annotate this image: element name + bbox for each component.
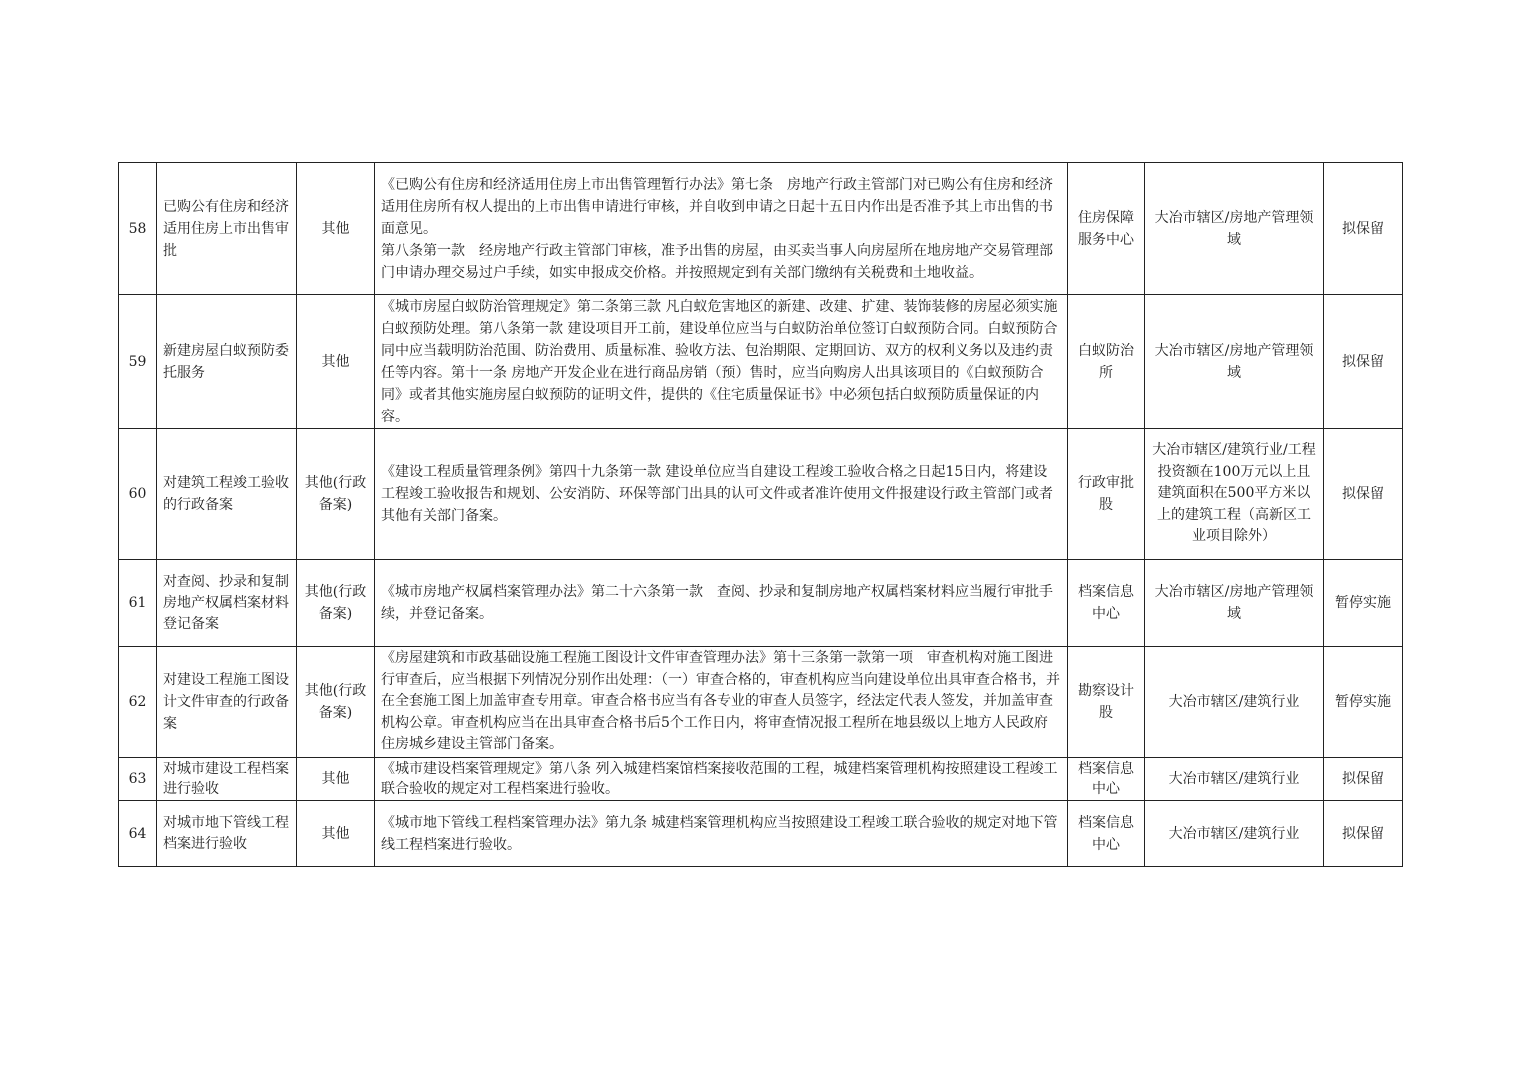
- basis-paragraph: 《城市房屋白蚁防治管理规定》第二条第三款 凡白蚁危害地区的新建、改建、扩建、装饰装修的房屋必须实施白蚁预防处理。第八条第一款 建设项目开工前，建设单位应当与白蚁防治单位签订白蚁预防合同。白蚁预防合同中应当载明防治范围、防治费用、质量标准、验收方法、包治期限、定期回访、双方的权利义务以及违约责任等内容。第十一条 房地产开发企业在进行商品房销（预）售时，应当向购房人出具该项目的《白蚁预防合同》或者其他实施房屋白蚁预防的证明文件，提供的《住宅质量保证书》中必须包括白蚁预防质量保证的内容。: [381, 298, 1058, 425]
- item-type: 其他: [297, 758, 375, 801]
- row-number: 62: [119, 647, 157, 758]
- basis-paragraph: 第八条第一款 经房地产行政主管部门审核，准予出售的房屋，由买卖当事人向房屋所在地房地产交易管理部门申请办理交易过户手续，如实申报成交价格。并按照规定到有关部门缴纳有关税费和土地收益。: [381, 242, 1053, 281]
- legal-basis: [375, 758, 1068, 801]
- department: 行政审批股: [1068, 429, 1145, 560]
- item-type: 其他(行政备案): [297, 647, 375, 758]
- scope: 大冶市辖区/房地产管理领域: [1145, 295, 1324, 429]
- basis-paragraph: 《城市地下管线工程档案管理办法》第九条 城建档案管理机构应当按照建设工程竣工联合验收的规定对地下管线工程档案进行验收。: [381, 814, 1058, 853]
- status: 拟保留: [1324, 429, 1403, 560]
- department: 勘察设计股: [1068, 647, 1145, 758]
- item-name: 新建房屋白蚁预防委托服务: [157, 295, 297, 429]
- scope: 大冶市辖区/建筑行业: [1145, 801, 1324, 867]
- item-type: 其他: [297, 801, 375, 867]
- legal-basis: [375, 429, 1068, 560]
- item-type: 其他: [297, 163, 375, 295]
- status: 拟保留: [1324, 163, 1403, 295]
- department: 档案信息中心: [1068, 758, 1145, 801]
- status: 暂停实施: [1324, 647, 1403, 758]
- basis-paragraph: 《城市建设档案管理规定》第八条 列入城建档案馆档案接收范围的工程，城建档案管理机构按照建设工程竣工联合验收的规定对工程档案进行验收。: [381, 761, 1058, 797]
- table-row: [119, 429, 1403, 560]
- item-name: 对建设工程施工图设计文件审查的行政备案: [157, 647, 297, 758]
- table-row: [119, 163, 1403, 295]
- item-name: 对城市建设工程档案进行验收: [157, 758, 297, 801]
- item-name: 对城市地下管线工程档案进行验收: [157, 801, 297, 867]
- legal-basis: [375, 295, 1068, 429]
- table-row: [119, 560, 1403, 647]
- scope: 大冶市辖区/建筑行业/工程投资额在100万元以上且建筑面积在500平方米以上的建筑工程（高新区工业项目除外）: [1145, 429, 1324, 560]
- legal-basis: [375, 163, 1068, 295]
- basis-paragraph: 《建设工程质量管理条例》第四十九条第一款 建设单位应当自建设工程竣工验收合格之日起15日内，将建设工程竣工验收报告和规划、公安消防、环保等部门出具的认可文件或者准许使用文件报建设行政主管部门或者其他有关部门备案。: [381, 464, 1053, 524]
- table-row: [119, 647, 1403, 758]
- item-name: 对建筑工程竣工验收的行政备案: [157, 429, 297, 560]
- department: 档案信息中心: [1068, 801, 1145, 867]
- department: 档案信息中心: [1068, 560, 1145, 647]
- row-number: 61: [119, 560, 157, 647]
- row-number: 60: [119, 429, 157, 560]
- status: 拟保留: [1324, 801, 1403, 867]
- item-name: 已购公有住房和经济适用住房上市出售审批: [157, 163, 297, 295]
- basis-paragraph: 《城市房地产权属档案管理办法》第二十六条第一款 查阅、抄录和复制房地产权属档案材料应当履行审批手续，并登记备案。: [381, 584, 1053, 622]
- table-row: [119, 295, 1403, 429]
- scope: 大冶市辖区/房地产管理领域: [1145, 560, 1324, 647]
- row-number: 59: [119, 295, 157, 429]
- status: 暂停实施: [1324, 560, 1403, 647]
- department: 白蚁防治所: [1068, 295, 1145, 429]
- status: 拟保留: [1324, 295, 1403, 429]
- row-number: 58: [119, 163, 157, 295]
- scope: 大冶市辖区/建筑行业: [1145, 647, 1324, 758]
- table-row: [119, 758, 1403, 801]
- legal-basis: [375, 560, 1068, 647]
- table-row: [119, 801, 1403, 867]
- permit-table: [118, 162, 1403, 867]
- item-type: 其他(行政备案): [297, 429, 375, 560]
- basis-paragraph: 《已购公有住房和经济适用住房上市出售管理暂行办法》第七条 房地产行政主管部门对已购公有住房和经济适用住房所有权人提出的上市出售申请进行审核，并自收到申请之日起十五日内作出是否准予其上市出售的书面意见。: [381, 176, 1053, 237]
- status: 拟保留: [1324, 758, 1403, 801]
- item-name: 对查阅、抄录和复制房地产权属档案材料登记备案: [157, 560, 297, 647]
- scope: 大冶市辖区/建筑行业: [1145, 758, 1324, 801]
- basis-paragraph: 《房屋建筑和市政基础设施工程施工图设计文件审查管理办法》第十三条第一款第一项 审查机构对施工图进行审查后，应当根据下列情况分别作出处理：（一）审查合格的，审查机构应当向建设单位出具审查合格书，并在全套施工图上加盖审查专用章。审查合格书应当有各专业的审查人员签字，经法定代表人签发，并加盖审查机构公章。审查机构应当在出具审查合格书后5个工作日内，将审查情况报工程所在地县级以上地方人民政府住房城乡建设主管部门备案。: [381, 650, 1060, 753]
- department: 住房保障服务中心: [1068, 163, 1145, 295]
- scope: 大冶市辖区/房地产管理领域: [1145, 163, 1324, 295]
- legal-basis: [375, 647, 1068, 758]
- legal-basis: [375, 801, 1068, 867]
- item-type: 其他(行政备案): [297, 560, 375, 647]
- item-type: 其他: [297, 295, 375, 429]
- row-number: 64: [119, 801, 157, 867]
- row-number: 63: [119, 758, 157, 801]
